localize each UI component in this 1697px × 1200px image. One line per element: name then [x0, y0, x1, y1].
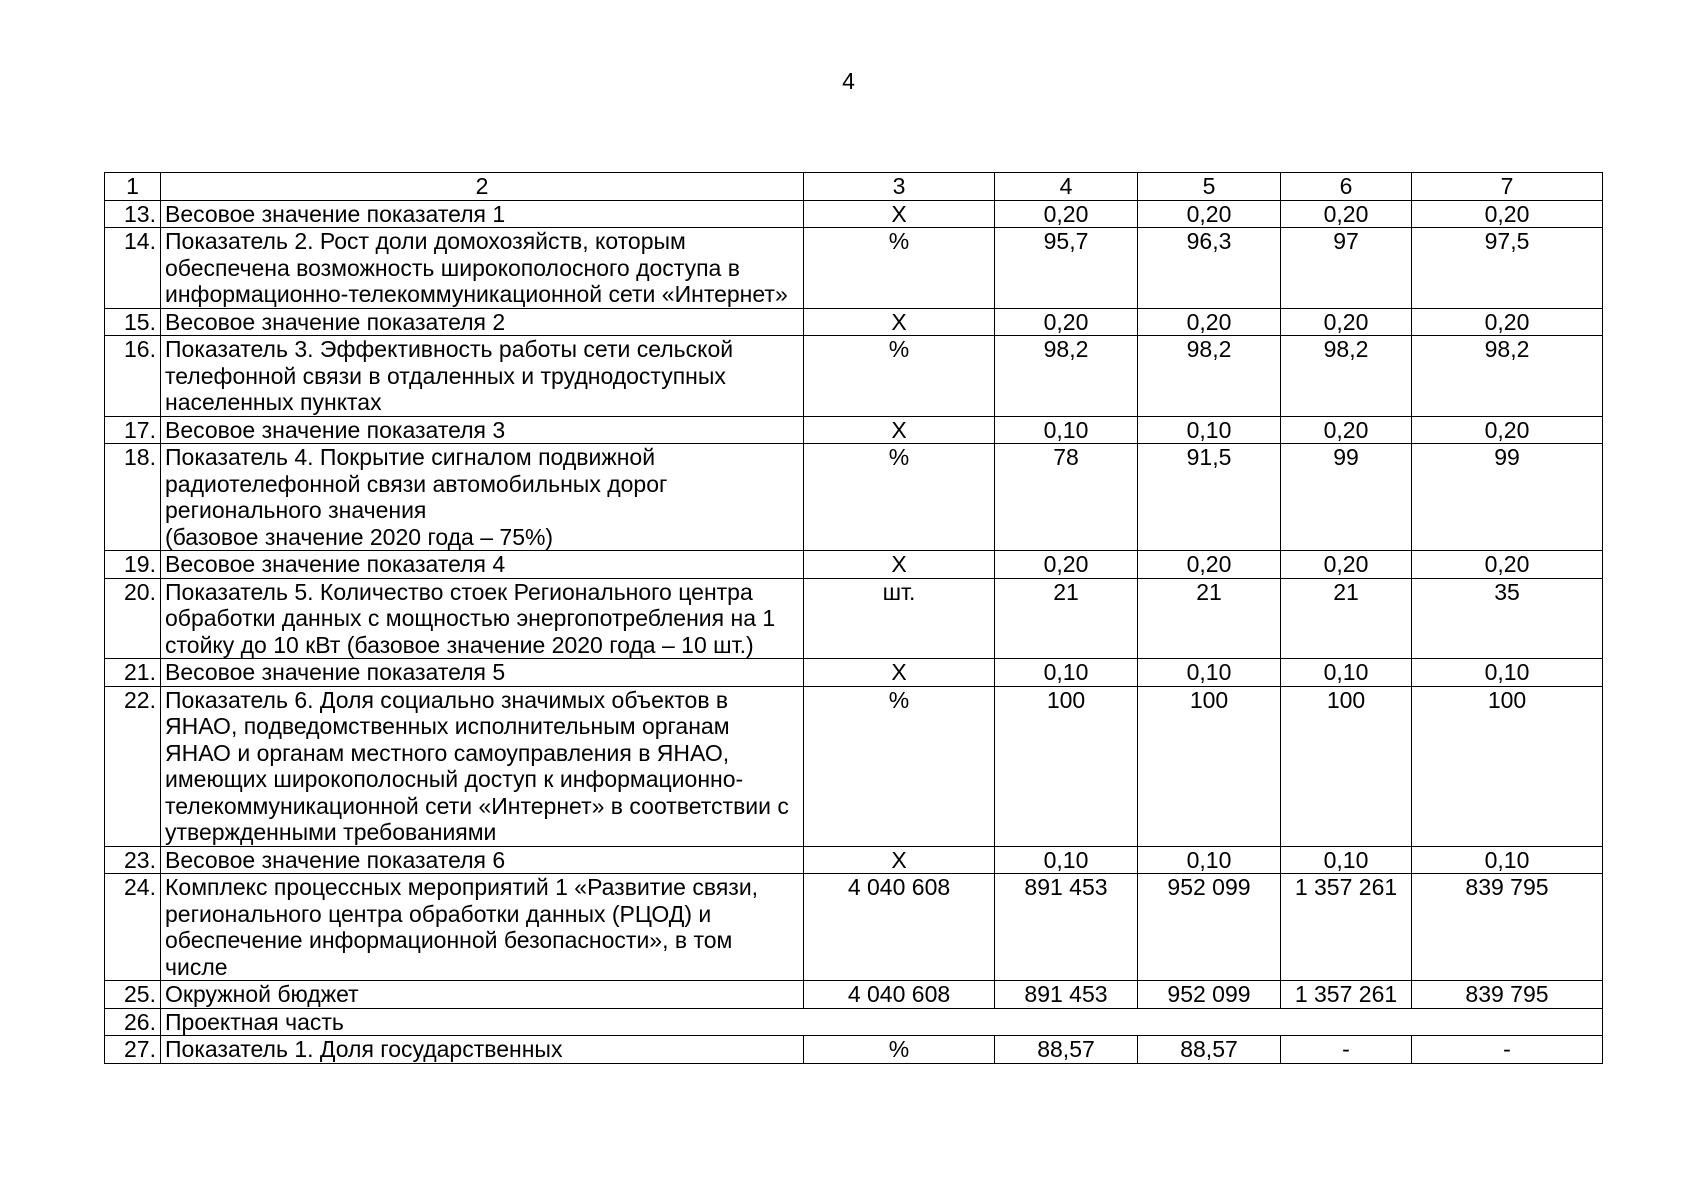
header-cell: 3 [804, 173, 995, 201]
table-row [105, 228, 1603, 309]
header-cell: 7 [1412, 173, 1603, 201]
row-number: 14. [105, 228, 161, 309]
table-row [105, 659, 1603, 687]
value-cell: 0,20 [1281, 200, 1412, 228]
value-cell: 21 [1281, 578, 1412, 659]
indicator-name: Комплекс процессных мероприятий 1 «Развитие связи, регионального центра обработки данных (РЦОД) и обеспечение информационной безопасности», в том числе [161, 874, 804, 981]
value-cell: 100 [995, 686, 1138, 846]
value-cell: 891 453 [995, 981, 1138, 1009]
table-row [105, 551, 1603, 579]
row-number: 20. [105, 578, 161, 659]
value-cell: 1 357 261 [1281, 981, 1412, 1009]
value-cell: 95,7 [995, 228, 1138, 309]
value-cell: 35 [1412, 578, 1603, 659]
row-number: 21. [105, 659, 161, 687]
indicator-name: Весовое значение показателя 2 [161, 308, 804, 336]
unit-cell: шт. [804, 578, 995, 659]
header-cell: 6 [1281, 173, 1412, 201]
value-cell: 0,20 [1138, 200, 1281, 228]
indicator-name: Весовое значение показателя 4 [161, 551, 804, 579]
table-row [105, 1008, 1603, 1036]
value-cell: 100 [1138, 686, 1281, 846]
table-row [105, 1036, 1603, 1064]
indicator-name: Весовое значение показателя 6 [161, 846, 804, 874]
table-row [105, 200, 1603, 228]
row-number: 24. [105, 874, 161, 981]
row-number: 18. [105, 444, 161, 551]
value-cell: 0,10 [1138, 659, 1281, 687]
row-number: 15. [105, 308, 161, 336]
value-cell: - [1281, 1036, 1412, 1064]
unit-cell: % [804, 444, 995, 551]
value-cell: 0,10 [995, 416, 1138, 444]
unit-cell: % [804, 1036, 995, 1064]
indicator-name: Показатель 4. Покрытие сигналом подвижной радиотелефонной связи автомобильных дорог регионального значения (базовое значение 2020 года – 75%) [161, 444, 804, 551]
row-number: 27. [105, 1036, 161, 1064]
value-cell: 100 [1412, 686, 1603, 846]
value-cell: 100 [1281, 686, 1412, 846]
section-title: Проектная часть [161, 1008, 1603, 1036]
value-cell: - [1412, 1036, 1603, 1064]
row-number: 19. [105, 551, 161, 579]
value-cell: 0,10 [995, 846, 1138, 874]
unit-cell: % [804, 336, 995, 417]
value-cell: 78 [995, 444, 1138, 551]
row-number: 25. [105, 981, 161, 1009]
row-number: 22. [105, 686, 161, 846]
value-cell: 0,20 [995, 308, 1138, 336]
value-cell: 0,10 [1412, 846, 1603, 874]
value-cell: 0,10 [1412, 659, 1603, 687]
value-cell: 88,57 [1138, 1036, 1281, 1064]
row-number: 16. [105, 336, 161, 417]
value-cell: 98,2 [1412, 336, 1603, 417]
value-cell: 0,10 [1138, 416, 1281, 444]
page-number: 4 [842, 68, 855, 94]
value-cell: 21 [1138, 578, 1281, 659]
value-cell: 98,2 [995, 336, 1138, 417]
indicator-name: Весовое значение показателя 5 [161, 659, 804, 687]
value-cell: 952 099 [1138, 874, 1281, 981]
table-row [105, 416, 1603, 444]
table-row [105, 686, 1603, 846]
value-cell: 99 [1281, 444, 1412, 551]
table-header-row [105, 173, 1603, 201]
value-cell: 1 357 261 [1281, 874, 1412, 981]
value-cell: 0,20 [1138, 551, 1281, 579]
row-number: 26. [105, 1008, 161, 1036]
header-cell: 5 [1138, 173, 1281, 201]
table-row [105, 444, 1603, 551]
value-cell: 0,10 [995, 659, 1138, 687]
value-cell: 99 [1412, 444, 1603, 551]
unit-cell: 4 040 608 [804, 874, 995, 981]
indicators-table [104, 172, 1603, 1064]
value-cell: 891 453 [995, 874, 1138, 981]
row-number: 13. [105, 200, 161, 228]
value-cell: 98,2 [1281, 336, 1412, 417]
value-cell: 0,20 [1412, 200, 1603, 228]
value-cell: 98,2 [1138, 336, 1281, 417]
value-cell: 839 795 [1412, 981, 1603, 1009]
unit-cell: Х [804, 308, 995, 336]
unit-cell: 4 040 608 [804, 981, 995, 1009]
indicator-name: Показатель 3. Эффективность работы сети сельской телефонной связи в отдаленных и труднодоступных населенных пунктах [161, 336, 804, 417]
value-cell: 21 [995, 578, 1138, 659]
unit-cell: % [804, 686, 995, 846]
value-cell: 0,20 [1412, 308, 1603, 336]
table-row [105, 981, 1603, 1009]
indicator-name: Показатель 6. Доля социально значимых объектов в ЯНАО, подведомственных исполнительным органам ЯНАО и органам местного самоуправления в ЯНАО, имеющих широкополосный доступ к информационно-телекоммуникационной сети «Интернет» в соответствии с утвержденными требованиями [161, 686, 804, 846]
value-cell: 96,3 [1138, 228, 1281, 309]
value-cell: 952 099 [1138, 981, 1281, 1009]
value-cell: 0,20 [995, 551, 1138, 579]
table-row [105, 308, 1603, 336]
value-cell: 0,10 [1138, 846, 1281, 874]
row-number: 23. [105, 846, 161, 874]
table-row [105, 874, 1603, 981]
value-cell: 0,10 [1281, 659, 1412, 687]
value-cell: 0,20 [1138, 308, 1281, 336]
value-cell: 97,5 [1412, 228, 1603, 309]
indicator-name: Весовое значение показателя 3 [161, 416, 804, 444]
indicator-name: Показатель 2. Рост доли домохозяйств, которым обеспечена возможность широкополосного доступа в информационно-телекоммуникационной сети «Интернет» [161, 228, 804, 309]
value-cell: 97 [1281, 228, 1412, 309]
unit-cell: Х [804, 659, 995, 687]
value-cell: 0,20 [1412, 551, 1603, 579]
table-row [105, 846, 1603, 874]
value-cell: 0,10 [1281, 846, 1412, 874]
value-cell: 0,20 [1281, 416, 1412, 444]
indicator-name: Показатель 5. Количество стоек Регионального центра обработки данных с мощностью энергопотребления на 1 стойку до 10 кВт (базовое значение 2020 года – 10 шт.) [161, 578, 804, 659]
indicator-name: Окружной бюджет [161, 981, 804, 1009]
table-body [105, 173, 1603, 1064]
unit-cell: % [804, 228, 995, 309]
value-cell: 0,20 [1281, 551, 1412, 579]
table-row [105, 336, 1603, 417]
unit-cell: Х [804, 416, 995, 444]
value-cell: 91,5 [1138, 444, 1281, 551]
value-cell: 839 795 [1412, 874, 1603, 981]
value-cell: 88,57 [995, 1036, 1138, 1064]
header-cell: 2 [161, 173, 804, 201]
table-row [105, 578, 1603, 659]
header-cell: 4 [995, 173, 1138, 201]
indicator-name: Весовое значение показателя 1 [161, 200, 804, 228]
unit-cell: Х [804, 846, 995, 874]
header-cell: 1 [105, 173, 161, 201]
value-cell: 0,20 [995, 200, 1138, 228]
value-cell: 0,20 [1412, 416, 1603, 444]
unit-cell: Х [804, 551, 995, 579]
unit-cell: Х [804, 200, 995, 228]
value-cell: 0,20 [1281, 308, 1412, 336]
row-number: 17. [105, 416, 161, 444]
indicator-name: Показатель 1. Доля государственных [161, 1036, 804, 1064]
